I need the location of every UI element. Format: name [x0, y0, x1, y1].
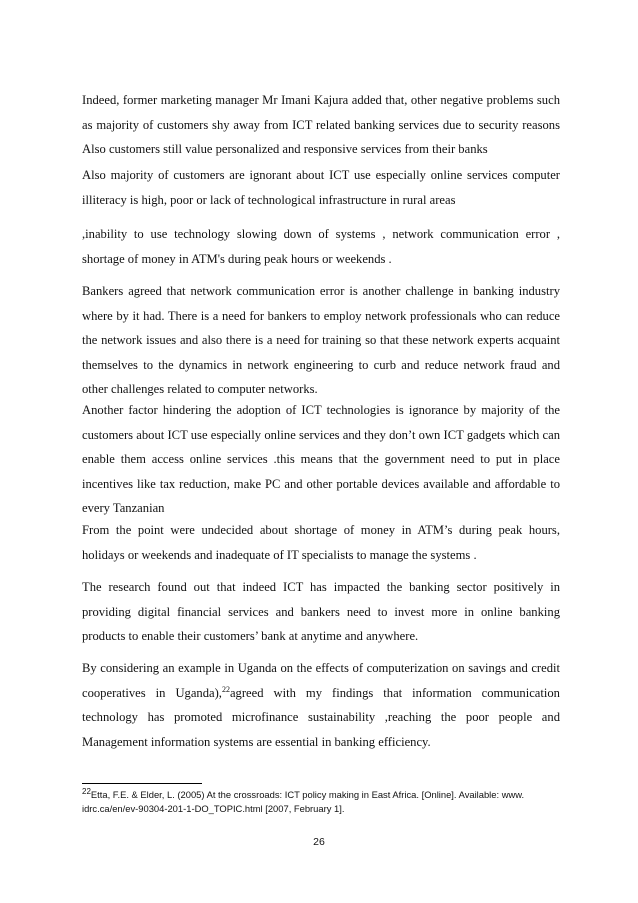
paragraph-text — [82, 656, 560, 754]
paragraph-text: Indeed, former marketing manager Mr Imani Kajura added that, other negative problems such as majority of customers shy away from ICT related banking services due to security reasons Also customers still value personalized and responsive services from their banks — [82, 93, 560, 156]
footnote-separator — [82, 783, 202, 784]
paragraph-text: ,inability to use technology slowing down of systems , network communication error , shortage of money in ATM's during peak hours or weekends . — [82, 227, 560, 266]
paragraph-text: Another factor hindering the adoption of ICT technologies is ignorance by majority of the customers about ICT use especially online services and they don’t own ICT gadgets which can enable them access online services .this means that the government need to put in place incentives like tax reduction, make PC and other portable devices available and affordable to every Tanzanian — [82, 403, 560, 515]
paragraph-text: Bankers agreed that network communication error is another challenge in banking industry where by it had. There is a need for bankers to employ network professionals who can reduce the network issues and also there is a need for training so that these network experts acquaint themselves to the dynamics in network engineering to curb and reduce network fraud and other challenges related to computer networks. — [82, 284, 560, 396]
paragraph-text-after-ref: agreed with my findings that information communication technology has promoted microfinance sustainability ,reaching the poor people and Management information systems are essential in banking efficiency. — [82, 685, 560, 749]
footnote — [82, 788, 560, 816]
paragraph-1 — [82, 88, 560, 162]
paragraph-6 — [82, 518, 560, 567]
paragraph-text: Also majority of customers are ignorant about ICT use especially online services computer illiteracy is high, poor or lack of technological infrastructure in rural areas — [82, 168, 560, 207]
paragraph-3 — [82, 222, 560, 271]
footnote-text: Etta, F.E. & Elder, L. (2005) At the crossroads: ICT policy making in East Africa. [Online]. Available: www. idrc.ca/en/ev-90304-201-1-DO_TOPIC.html [2007, February 1]. — [82, 789, 525, 814]
paragraph-text: From the point were undecided about shortage of money in ATM’s during peak hours, holidays or weekends and inadequate of IT specialists to manage the systems . — [82, 523, 560, 562]
paragraph-7 — [82, 575, 560, 649]
footnote-reference: 22 — [221, 684, 230, 694]
paragraph-5 — [82, 398, 560, 521]
paragraph-4 — [82, 279, 560, 402]
footnote-marker: 22 — [82, 786, 91, 796]
page-number: 26 — [313, 836, 325, 848]
paragraph-8 — [82, 656, 560, 754]
paragraph-2 — [82, 163, 560, 212]
paragraph-text-before-ref: By considering an example in Uganda on the effects of computerization on savings and credit cooperatives in Uganda), — [82, 661, 560, 700]
paragraph-text: The research found out that indeed ICT has impacted the banking sector positively in providing digital financial services and bankers need to invest more in online banking products to enable their customers’ bank at anytime and anywhere. — [82, 580, 560, 643]
